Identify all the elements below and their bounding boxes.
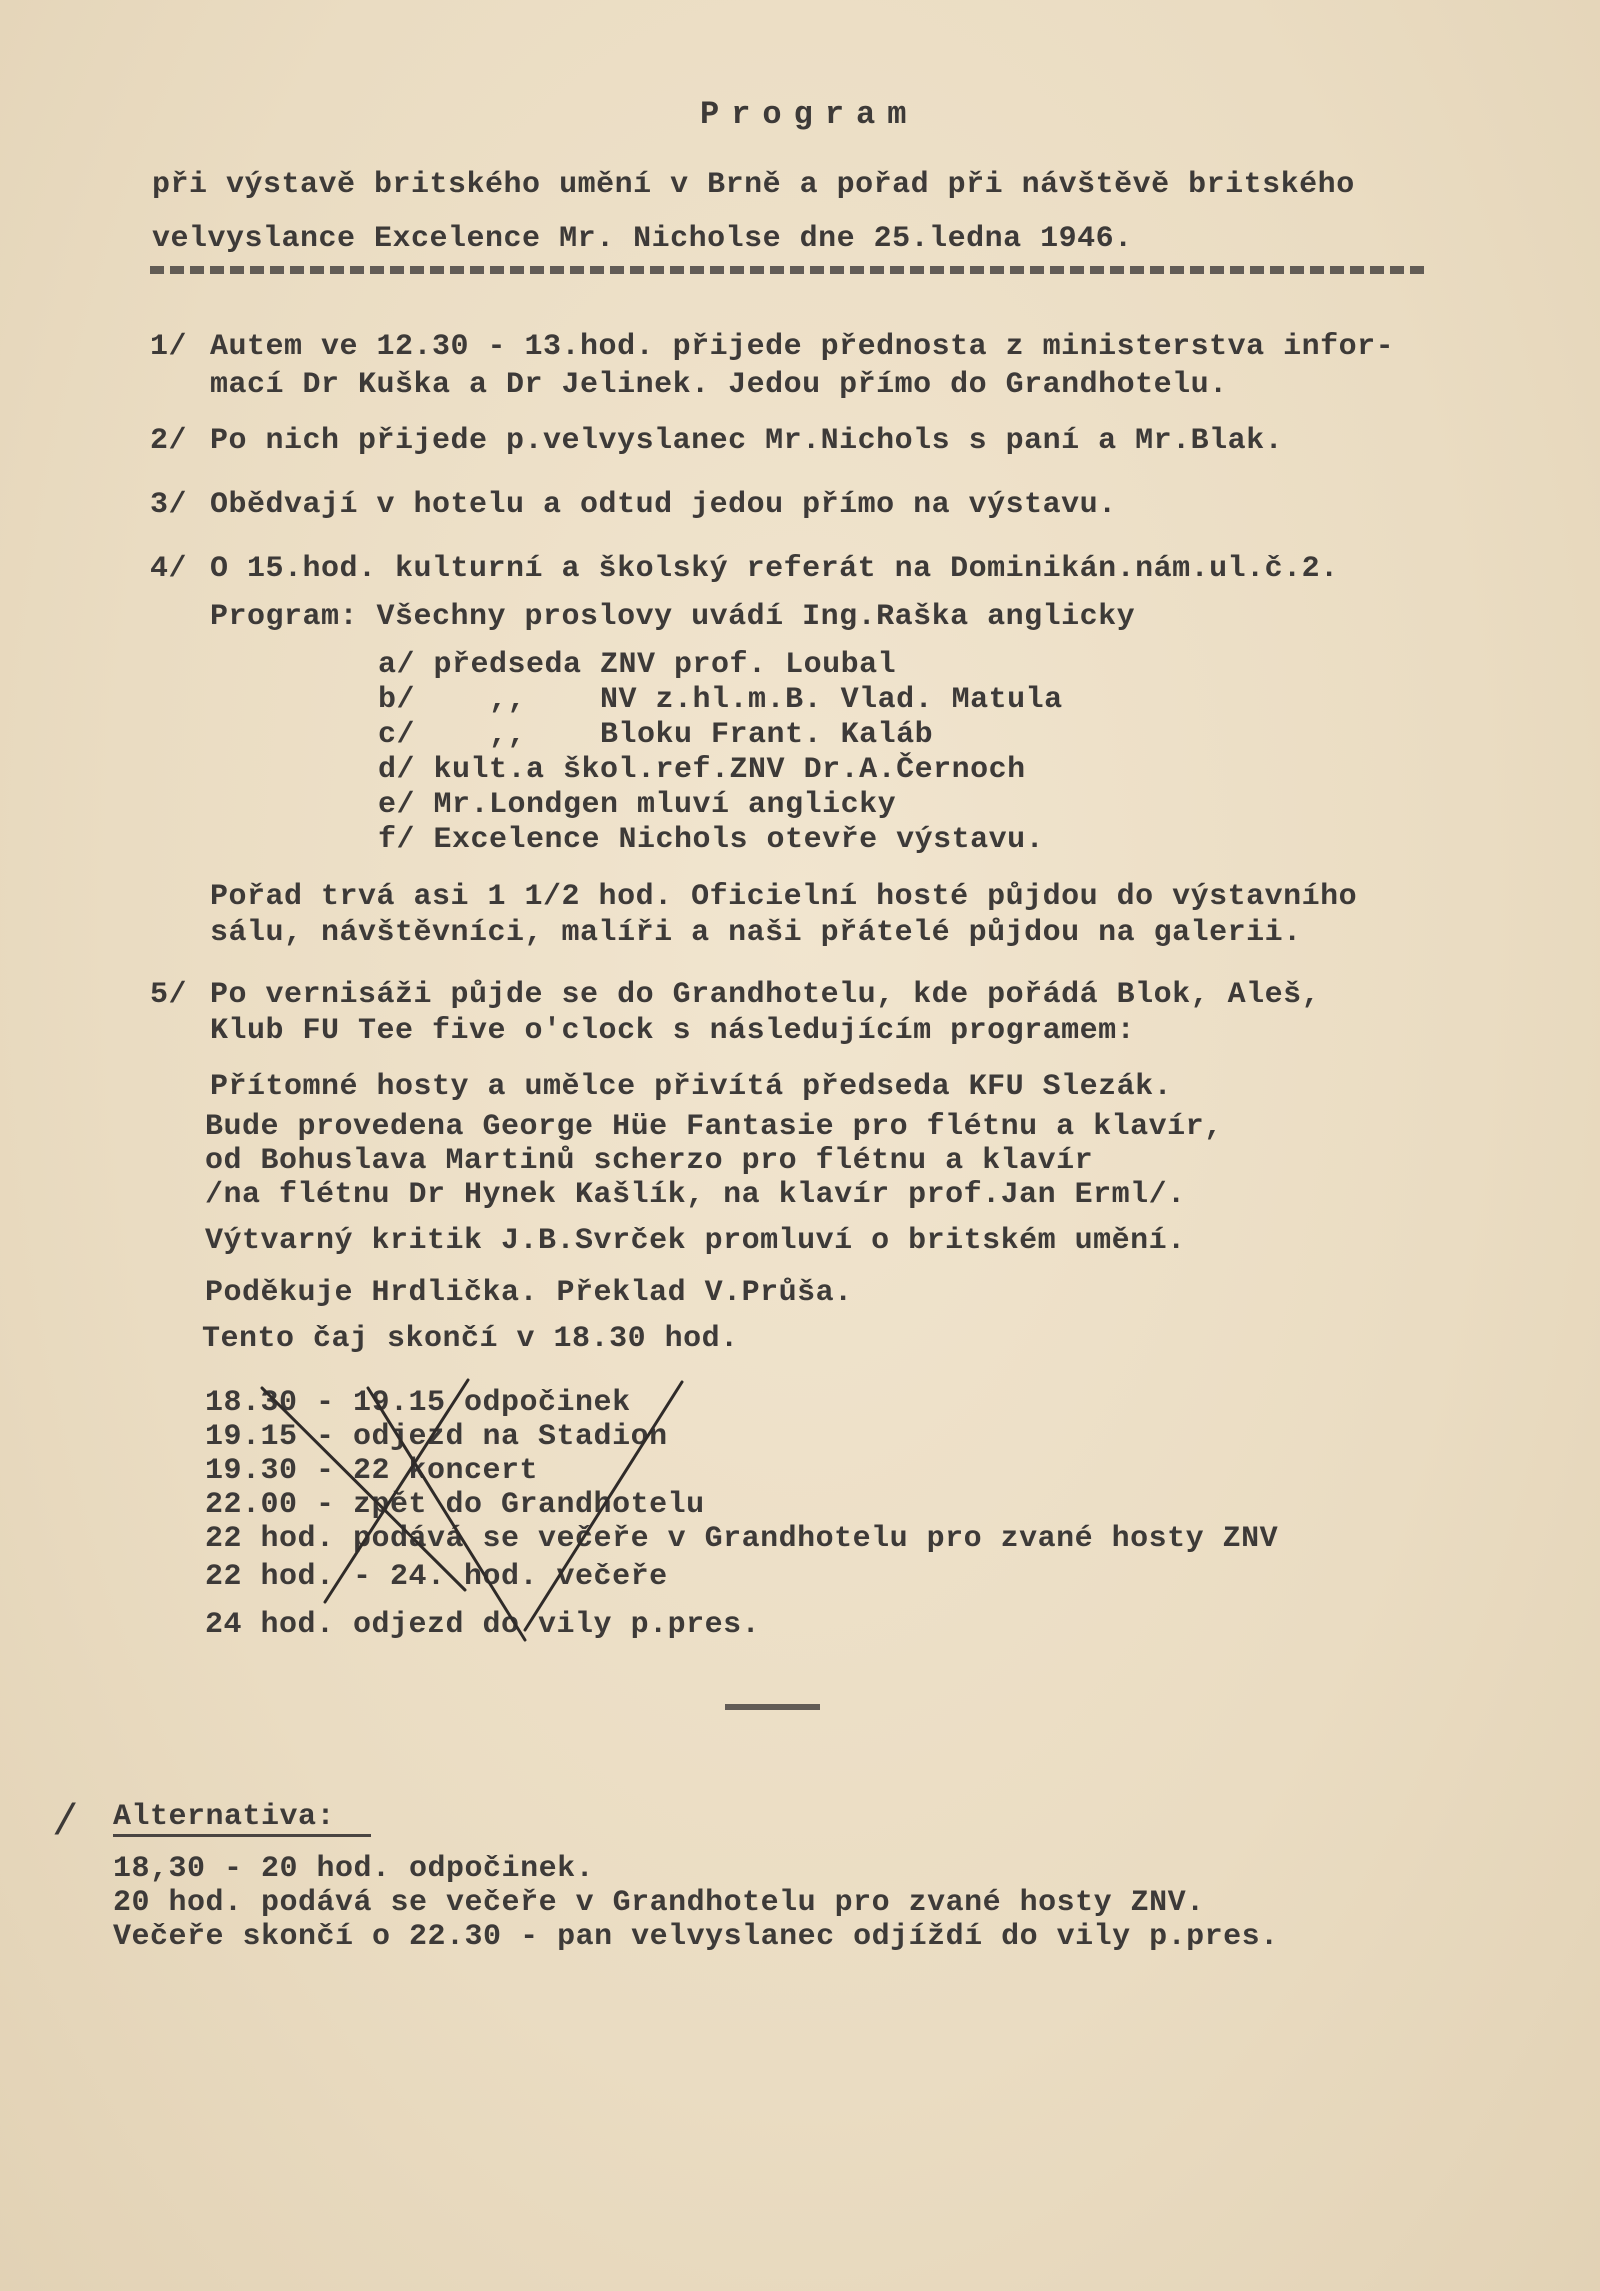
schedule-line-2: 19.15 - odjezd na Stadion bbox=[205, 1420, 668, 1454]
subtitle-line-1: při výstavě britského umění v Brně a pořad při návštěvě britského bbox=[152, 168, 1355, 202]
item-4-duration-1: Pořad trvá asi 1 1/2 hod. Oficielní hosté půjdou do výstavního bbox=[210, 880, 1358, 914]
item-2-text: Po nich přijede p.velvyslanec Mr.Nichols s paní a Mr.Blak. bbox=[210, 424, 1284, 458]
alternative-heading: Alternativa: bbox=[113, 1800, 336, 1834]
strike-line-3 bbox=[368, 1388, 525, 1640]
speaker-b: b/ ,, NV z.hl.m.B. Vlad. Matula bbox=[378, 683, 1063, 717]
subtitle-line-2: velvyslance Excelence Mr. Nicholse dne 25.ledna 1946. bbox=[152, 222, 1133, 256]
schedule-line-3: 19.30 - 22 koncert bbox=[205, 1454, 539, 1488]
item-5-para-4: /na flétnu Dr Hynek Kašlík, na klavír prof.Jan Erml/. bbox=[205, 1178, 1186, 1212]
item-2-number: 2/ bbox=[150, 424, 188, 458]
speaker-c: c/ ,, Bloku Frant. Kaláb bbox=[378, 718, 934, 752]
item-1-line-2: mací Dr Kuška a Dr Jelinek. Jedou přímo do Grandhotelu. bbox=[210, 368, 1228, 402]
alternative-line-2: 20 hod. podává se večeře v Grandhotelu pro zvané hosty ZNV. bbox=[113, 1886, 1205, 1920]
schedule-line-7: 24 hod. odjezd do vily p.pres. bbox=[205, 1608, 761, 1642]
item-5-para-7: Tento čaj skončí v 18.30 hod. bbox=[202, 1322, 739, 1356]
item-4-program: Program: Všechny proslovy uvádí Ing.Raška anglicky bbox=[210, 600, 1136, 634]
item-5-line-2: Klub FU Tee five o'clock s následujícím programem: bbox=[210, 1014, 1136, 1048]
item-5-para-3: od Bohuslava Martinů scherzo pro flétnu a klavír bbox=[205, 1144, 1094, 1178]
item-3-text: Obědvají v hotelu a odtud jedou přímo na výstavu. bbox=[210, 488, 1117, 522]
strike-line-2 bbox=[325, 1380, 468, 1602]
alternative-bracket-mark: / bbox=[52, 1798, 79, 1848]
item-3-number: 3/ bbox=[150, 488, 188, 522]
item-5-para-5: Výtvarný kritik J.B.Svrček promluví o britském umění. bbox=[205, 1224, 1186, 1258]
alternative-line-1: 18,30 - 20 hod. odpočinek. bbox=[113, 1852, 595, 1886]
speaker-f: f/ Excelence Nichols otevře výstavu. bbox=[378, 823, 1045, 857]
item-5-para-6: Poděkuje Hrdlička. Překlad V.Průša. bbox=[205, 1276, 853, 1310]
item-4-line-1: O 15.hod. kulturní a školský referát na Dominikán.nám.ul.č.2. bbox=[210, 552, 1339, 586]
schedule-line-1: 18.30 - 19.15 odpočinek bbox=[205, 1386, 631, 1420]
strike-line-1 bbox=[262, 1388, 465, 1590]
item-4-duration-2: sálu, návštěvníci, malíři a naši přátelé půjdou na galerii. bbox=[210, 916, 1302, 950]
item-5-para-2: Bude provedena George Hüe Fantasie pro flétnu a klavír, bbox=[205, 1110, 1223, 1144]
strike-line-4 bbox=[525, 1382, 682, 1630]
page-title: Program bbox=[700, 96, 919, 133]
schedule-line-6: 22 hod. - 24. hod. večeře bbox=[205, 1560, 668, 1594]
item-5-para-1: Přítomné hosty a umělce přivítá předseda KFU Slezák. bbox=[210, 1070, 1173, 1104]
item-4-number: 4/ bbox=[150, 552, 188, 586]
item-1-line-1: Autem ve 12.30 - 13.hod. přijede přednosta z ministerstva infor- bbox=[210, 330, 1395, 364]
speaker-d: d/ kult.a škol.ref.ZNV Dr.A.Černoch bbox=[378, 753, 1026, 787]
speaker-e: e/ Mr.Londgen mluví anglicky bbox=[378, 788, 897, 822]
section-divider bbox=[725, 1704, 820, 1710]
speaker-a: a/ předseda ZNV prof. Loubal bbox=[378, 648, 897, 682]
item-5-line-1: Po vernisáži půjde se do Grandhotelu, kde pořádá Blok, Aleš, bbox=[210, 978, 1321, 1012]
item-1-number: 1/ bbox=[150, 330, 188, 364]
alternative-heading-underline bbox=[113, 1834, 371, 1837]
schedule-line-5: 22 hod. podává se večeře v Grandhotelu pro zvané hosty ZNV bbox=[205, 1522, 1279, 1556]
schedule-line-4: 22.00 - zpět do Grandhotelu bbox=[205, 1488, 705, 1522]
item-5-number: 5/ bbox=[150, 978, 188, 1012]
alternative-line-3: Večeře skončí o 22.30 - pan velvyslanec odjíždí do vily p.pres. bbox=[113, 1920, 1279, 1954]
